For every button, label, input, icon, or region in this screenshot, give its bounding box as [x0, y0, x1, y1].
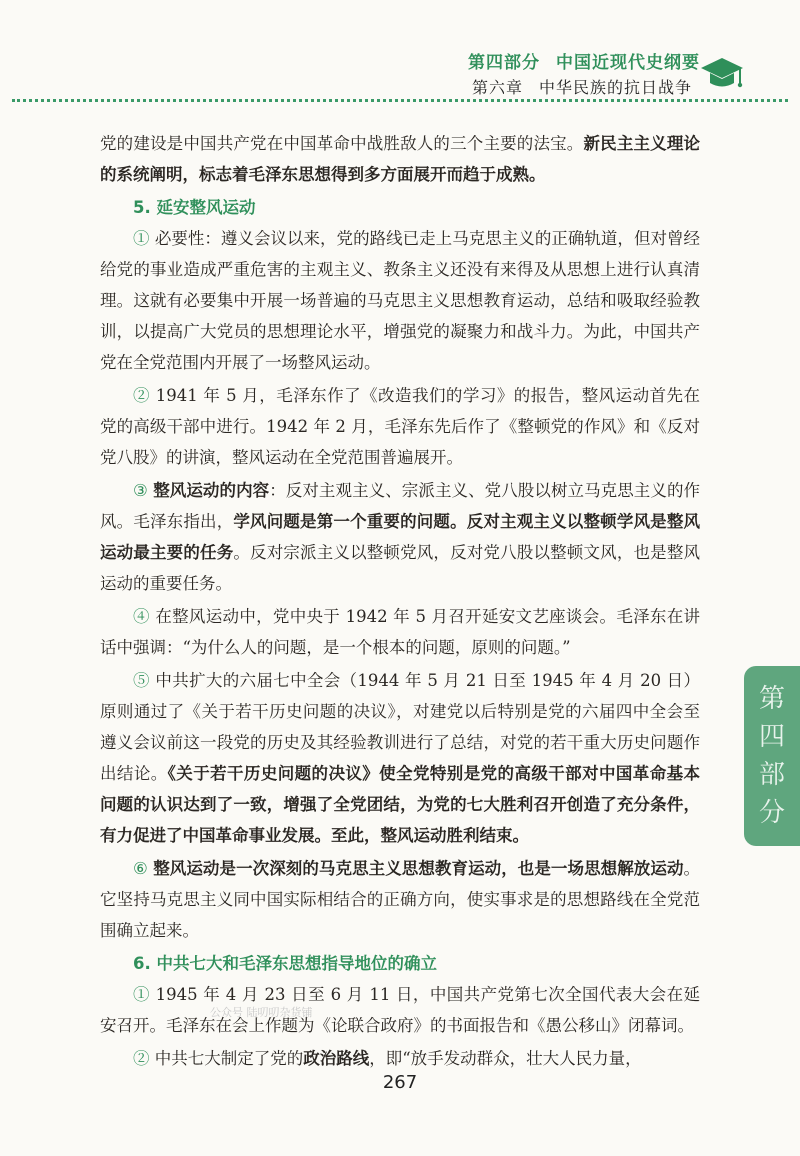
s6-p1-number: ① [133, 985, 150, 1004]
s6-p2-text-2: ，即“放手发动群众，壮大人民力量， [369, 1049, 642, 1068]
s5-paragraph-3 [100, 475, 700, 599]
page-number: 267 [382, 1072, 418, 1093]
graduation-cap-icon [700, 54, 744, 94]
side-tab-label [756, 680, 788, 832]
part-title: 中国近现代史纲要 [556, 53, 700, 73]
s5-p6-bold: 整风运动是一次深刻的马克思主义思想教育运动，也是一场思想解放运动 [153, 859, 684, 878]
s6-p2-number: ② [133, 1049, 150, 1068]
chapter-title-line [472, 75, 692, 98]
s5-p5-number: ⑤ [133, 671, 150, 690]
s5-p3-number: ③ [133, 481, 148, 500]
s5-p1-text: 必要性：遵义会议以来，党的路线已走上马克思主义的正确轨道，但对曾经给党的事业造成严重危害的主观主义、教条主义还没有来得及从思想上进行认真清理。这就有必要集中开展一场普遍的马克思主义思想教育运动，总结和吸取经验教训，以提高广大党员的思想理论水平，增强党的凝聚力和战斗力。为此，中国共产党在全党范围内开展了一场整风运动。 [100, 229, 701, 372]
header-dotted-rule [12, 99, 788, 102]
s5-p6-text: 。它坚持马克思主义同中国实际相结合的正确方向，使实事求是的思想路线在全党范围确立起来。 [100, 859, 701, 940]
s5-p6-number: ⑥ [133, 859, 148, 878]
s5-p3-bold-2: 学风问题是第一个重要的问题。反对主观主义以整顿学风是整风运动最主要的任务 [100, 512, 701, 562]
side-tab-char: 第 [758, 684, 785, 714]
s5-p5-text: 中共扩大的六届七中全会（1944 年 5 月 21 日至 1945 年 4 月 20 日）原则通过了《关于若干历史问题的决议》，对建党以后特别是党的六届四中全会至遵义会议前这一段党的历史及其经验教训进行了总结，对党的若干重大历史问题作出结论。 [100, 671, 701, 783]
s5-p3-bold-1: 整风运动的内容 [153, 481, 270, 500]
section-6-heading: 6. 中共七大和毛泽东思想指导地位的确立 [133, 954, 437, 973]
s6-paragraph-2 [100, 1043, 700, 1074]
s5-paragraph-2 [100, 380, 700, 473]
s6-paragraph-1 [100, 979, 700, 1041]
intro-paragraph [100, 128, 700, 190]
side-tab-char: 分 [758, 798, 785, 828]
s5-p3-text-1: ：反对主观主义、宗派主义、党八股以树立马克思主义的作风。毛泽东指出， [100, 481, 701, 531]
s5-paragraph-5 [100, 665, 700, 851]
side-tab-char: 四 [758, 722, 785, 752]
s5-p2-number: ② [133, 386, 150, 405]
s5-p5-bold: 《关于若干历史问题的决议》使全党特别是党的高级干部对中国革命基本问题的认识达到了一致，增强了全党团结，为党的七大胜利召开创造了充分条件，有力促进了中国革命事业发展。至此，整风运动胜利结束。 [100, 764, 701, 845]
s5-paragraph-1 [100, 223, 700, 378]
part-label: 第四部分 [468, 53, 540, 73]
part-title-line [468, 48, 700, 73]
intro-text: 党的建设是中国共产党在中国革命中战胜敌人的三个主要的法宝。 [100, 134, 584, 153]
s5-p3-text-2: 。反对宗派主义以整顿党风，反对党八股以整顿文风，也是整风运动的重要任务。 [100, 543, 701, 593]
s5-paragraph-6 [100, 853, 700, 946]
page-body [100, 128, 700, 1076]
s5-p4-number: ④ [133, 607, 150, 626]
chapter-label: 第六章 [471, 78, 523, 97]
s6-p2-bold: 政治路线 [303, 1049, 370, 1068]
section-5-heading: 5. 延安整风运动 [133, 198, 256, 217]
part-side-tab [744, 666, 800, 846]
s6-p2-text-1: 中共七大制定了党的 [154, 1049, 304, 1068]
s5-p1-number: ① [133, 229, 150, 248]
s5-p4-text: 在整风运动中，党中央于 1942 年 5 月召开延安文艺座谈会。毛泽东在讲话中强调：“为什么人的问题，是一个根本的问题，原则的问题。” [100, 607, 701, 657]
side-tab-char: 部 [758, 760, 785, 790]
s5-p2-text: 1941 年 5 月，毛泽东作了《改造我们的学习》的报告，整风运动首先在党的高级干部中进行。1942 年 2 月，毛泽东先后作了《整顿党的作风》和《反对党八股》的讲演，整风运动在全党范围普遍展开。 [100, 386, 701, 467]
watermark-text: 公众号 陆叨叨杂货铺 [210, 1006, 313, 1019]
s5-paragraph-4 [100, 601, 700, 663]
s6-p1-text: 1945 年 4 月 23 日至 6 月 11 日，中国共产党第七次全国代表大会在延安召开。毛泽东在会上作题为《论联合政府》的书面报告和《愚公移山》闭幕词。 [100, 985, 701, 1035]
chapter-title: 中华民族的抗日战争 [538, 78, 692, 97]
intro-bold-text: 新民主主义理论的系统阐明，标志着毛泽东思想得到多方面展开而趋于成熟。 [100, 134, 701, 184]
